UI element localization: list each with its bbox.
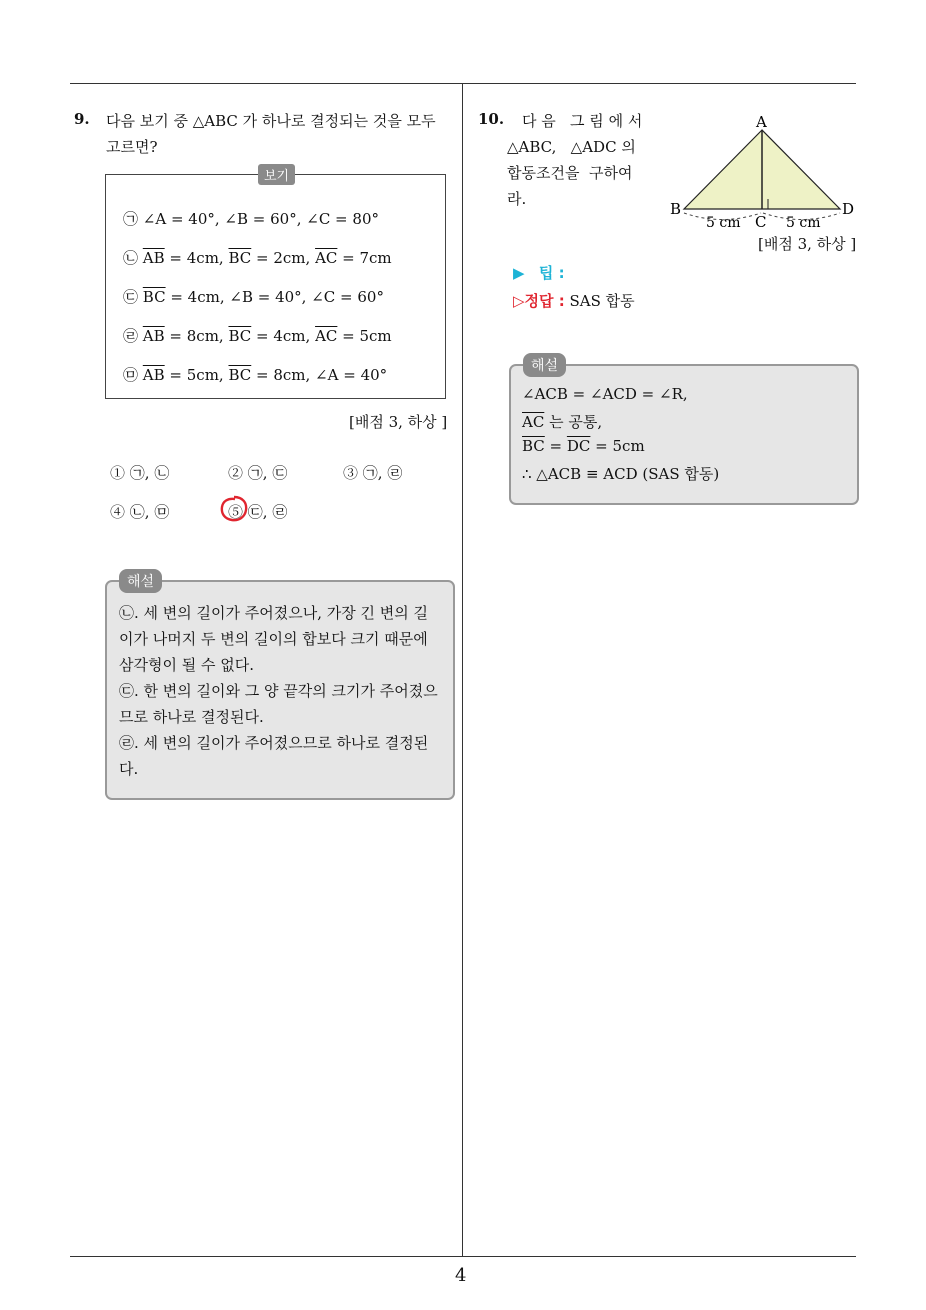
item-mark: ㉡ bbox=[123, 249, 139, 267]
segment: $\overline{BC}$ bbox=[142, 288, 166, 306]
q10-text-line4: 라. bbox=[507, 190, 527, 208]
item-text: = 4cm, bbox=[164, 249, 229, 267]
q9-explanation-line-7: 다. bbox=[119, 760, 139, 778]
segment: $\overline{AB}$ bbox=[142, 327, 165, 345]
label-b: B bbox=[670, 200, 682, 218]
q9-number: 9. bbox=[74, 110, 90, 128]
q10-triangle-figure bbox=[664, 110, 864, 236]
segment: $\overline{AC}$ bbox=[315, 249, 338, 267]
answer-label: 정답 : bbox=[524, 292, 565, 310]
segment: $\overline{AC}$ bbox=[522, 413, 545, 431]
q10-explanation-line-1 bbox=[522, 385, 688, 403]
right-length-label: 5 cm bbox=[786, 215, 821, 231]
segment: $\overline{AB}$ bbox=[142, 366, 165, 384]
choice-number: ④ bbox=[110, 503, 126, 521]
q9-explanation-line-2: 이가 나머지 두 변의 길이의 합보다 크기 때문에 bbox=[119, 630, 428, 648]
item-text: ∠A = 40°, ∠B = 60°, ∠C = 80° bbox=[142, 210, 379, 228]
item-mark: ㉣ bbox=[123, 327, 139, 345]
choice-number: ⑤ bbox=[228, 503, 244, 521]
item-text: = 5cm bbox=[337, 327, 392, 345]
q9-item-2 bbox=[123, 247, 392, 268]
q10-number: 10. bbox=[478, 110, 505, 128]
explanation-text: ∠ACB = ∠ACD = ∠R, bbox=[522, 385, 688, 403]
segment: $\overline{BC}$ bbox=[228, 249, 252, 267]
bottom-rule bbox=[70, 1256, 856, 1257]
q9-choice-4[interactable] bbox=[110, 501, 169, 522]
explanation-text: = 5cm bbox=[590, 437, 645, 455]
item-text: = 4cm, bbox=[251, 327, 316, 345]
tip-label: 팁 : bbox=[538, 264, 565, 282]
item-text: = 2cm, bbox=[251, 249, 316, 267]
choice-text: ㉠, ㉣ bbox=[362, 464, 403, 482]
q9-choice-2[interactable] bbox=[228, 462, 287, 483]
label-a: A bbox=[756, 113, 767, 131]
choice-number: ② bbox=[228, 464, 244, 482]
q9-explanation-line-6: ㉣. 세 변의 길이가 주어졌으므로 하나로 결정된 bbox=[119, 734, 429, 752]
explanation-text: 는 공통, bbox=[544, 413, 603, 431]
item-mark: ㉠ bbox=[123, 210, 139, 228]
segment: $\overline{BC}$ bbox=[228, 327, 252, 345]
q10-explanation-line-3 bbox=[522, 437, 645, 455]
q10-score: [배점 3, 하상 ] bbox=[758, 235, 857, 253]
q9-text-line1: 다음 보기 중 △ABC 가 하나로 결정되는 것을 모두 bbox=[106, 112, 436, 130]
selected-answer-circle-icon bbox=[218, 494, 250, 524]
left-length-label: 5 cm bbox=[706, 215, 741, 231]
q10-explanation-box bbox=[509, 358, 859, 505]
item-text: = 8cm, ∠A = 40° bbox=[251, 366, 388, 384]
q10-explanation-line-4 bbox=[522, 463, 719, 484]
q9-explanation-line-1: ㉡. 세 변의 길이가 주어졌으나, 가장 긴 변의 길 bbox=[119, 604, 429, 622]
segment: $\overline{BC}$ bbox=[228, 366, 252, 384]
q9-choice-1[interactable] bbox=[110, 462, 169, 483]
q10-explanation-label: 해설 bbox=[523, 353, 566, 377]
q10-text-line3: 합동조건을 구하여 bbox=[507, 164, 633, 182]
choice-number: ③ bbox=[343, 464, 359, 482]
segment: $\overline{AB}$ bbox=[142, 249, 165, 267]
tip-arrow-icon: ▶ bbox=[513, 264, 525, 282]
choice-text: ㉡, ㉤ bbox=[129, 503, 170, 521]
q9-explanation-label: 해설 bbox=[119, 569, 162, 593]
choice-text: ㉠, ㉡ bbox=[129, 464, 170, 482]
explanation-text: ∴ △ACB ≡ ACD (SAS 합동) bbox=[522, 465, 720, 483]
q9-explanation-box bbox=[105, 574, 455, 800]
item-text: = 8cm, bbox=[164, 327, 229, 345]
q9-explanation-line-4: ㉢. 한 변의 길이와 그 양 끝각의 크기가 주어졌으 bbox=[119, 682, 438, 700]
q9-item-1 bbox=[123, 208, 379, 229]
q9-bogi-label: 보기 bbox=[258, 164, 295, 185]
q9-explanation-line-5: 므로 하나로 결정된다. bbox=[119, 708, 264, 726]
choice-text: ㉢, ㉣ bbox=[247, 503, 288, 521]
q9-item-3 bbox=[123, 286, 384, 307]
q10-text-line1: 다 음 그 림 에 서 bbox=[522, 112, 643, 130]
q10-text-line2: △ABC, △ADC 의 bbox=[507, 138, 636, 156]
q9-bogi-box bbox=[105, 169, 446, 399]
column-divider bbox=[462, 83, 463, 1257]
q10-answer bbox=[513, 290, 635, 311]
item-text: = 7cm bbox=[337, 249, 392, 267]
choice-text: ㉠, ㉢ bbox=[247, 464, 288, 482]
answer-arrow-icon: ▷ bbox=[513, 292, 525, 310]
label-c: C bbox=[755, 213, 767, 231]
q10-explanation-line-2 bbox=[522, 411, 602, 432]
item-mark: ㉢ bbox=[123, 288, 139, 306]
choice-number: ① bbox=[110, 464, 126, 482]
page-number: 4 bbox=[455, 1265, 467, 1286]
segment: $\overline{BC}$ bbox=[522, 437, 545, 455]
item-text: = 4cm, ∠B = 40°, ∠C = 60° bbox=[165, 288, 384, 306]
segment: $\overline{AC}$ bbox=[315, 327, 338, 345]
q9-score: [배점 3, 하상 ] bbox=[349, 413, 448, 431]
item-mark: ㉤ bbox=[123, 366, 139, 384]
top-rule bbox=[70, 83, 856, 84]
q9-item-5 bbox=[123, 364, 387, 385]
q9-text-line2: 고르면? bbox=[106, 138, 158, 156]
label-d: D bbox=[842, 200, 855, 218]
item-text: = 5cm, bbox=[164, 366, 229, 384]
q9-explanation-line-3: 삼각형이 될 수 없다. bbox=[119, 656, 254, 674]
answer-text: SAS 합동 bbox=[569, 292, 635, 310]
q10-tip bbox=[513, 262, 565, 283]
q9-choice-3[interactable] bbox=[343, 462, 402, 483]
q9-item-4 bbox=[123, 325, 392, 346]
segment: $\overline{DC}$ bbox=[566, 437, 591, 455]
explanation-text: = bbox=[544, 437, 567, 455]
